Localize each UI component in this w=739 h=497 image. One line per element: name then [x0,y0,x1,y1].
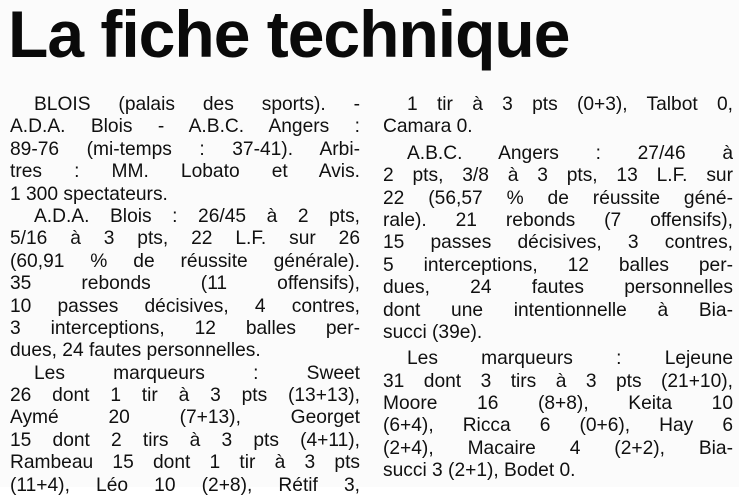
text-line: (60,91 % de réussite générale). [10,250,360,272]
headline: La fiche technique [8,0,570,71]
text-line: tres : MM. Lobato et Avis. [10,161,360,183]
text-line: dont une intentionnelle à Bia- [383,299,733,321]
text-line: 5/16 à 3 pts, 22 L.F. sur 26 [10,228,360,250]
text-line: 3 interceptions, 12 balles per- [10,317,360,339]
text-line: Moore 16 (8+8), Keita 10 [383,393,733,415]
text-line: 1 tir à 3 pts (0+3), Talbot 0, [407,94,733,115]
text-line: Rambeau 15 dont 1 tir à 3 pts [10,452,360,474]
right-column [383,94,733,483]
text-line: succi (39e). [383,321,483,343]
text-line: 2 pts, 3/8 à 3 pts, 13 L.F. sur [383,165,733,187]
text-line: A.D.A. Blois : 26/45 à 2 pts, [34,205,360,227]
text-line: 89-76 (mi-temps : 37-41). Arbi- [10,138,360,160]
text-line: 22 (56,57 % de réussite géné- [383,187,733,209]
text-line: A.B.C. Angers : 27/46 à [407,142,733,164]
text-line: 35 rebonds (11 offensifs), [10,273,360,295]
text-line: dues, 24 fautes personnelles. [10,340,261,362]
text-line: Camara 0. [383,116,473,138]
text-line: 26 dont 1 tir à 3 pts (13+13), [10,385,360,407]
text-line: 10 passes décisives, 4 contres, [10,295,360,317]
text-line: 15 passes décisives, 3 contres, [383,232,733,254]
text-line: 15 dont 2 tirs à 3 pts (4+11), [10,429,360,451]
text-line: Aymé 20 (7+13), Georget [10,407,360,429]
left-column [10,94,360,497]
text-line: (6+4), Ricca 6 (0+6), Hay 6 [383,415,733,437]
text-line: Les marqueurs : Sweet [34,362,360,384]
text-line: 5 interceptions, 12 balles per- [383,254,733,276]
text-line: A.D.A. Blois - A.B.C. Angers : [10,116,360,138]
text-line: 31 dont 3 tirs à 3 pts (21+10), [383,370,733,392]
text-line: 1 300 spectateurs. [10,183,168,205]
text-line: Les marqueurs : Lejeune [407,348,733,370]
text-line: rale). 21 rebonds (7 offensifs), [383,209,733,231]
text-line: (11+4), Léo 10 (2+8), Rétif 3, [10,474,360,496]
text-line: dues, 24 fautes personnelles [383,277,733,299]
text-line: (2+4), Macaire 4 (2+2), Bia- [383,437,733,459]
text-line: BLOIS (palais des sports). - [34,94,360,115]
text-line: succi 3 (2+1), Bodet 0. [383,460,576,482]
